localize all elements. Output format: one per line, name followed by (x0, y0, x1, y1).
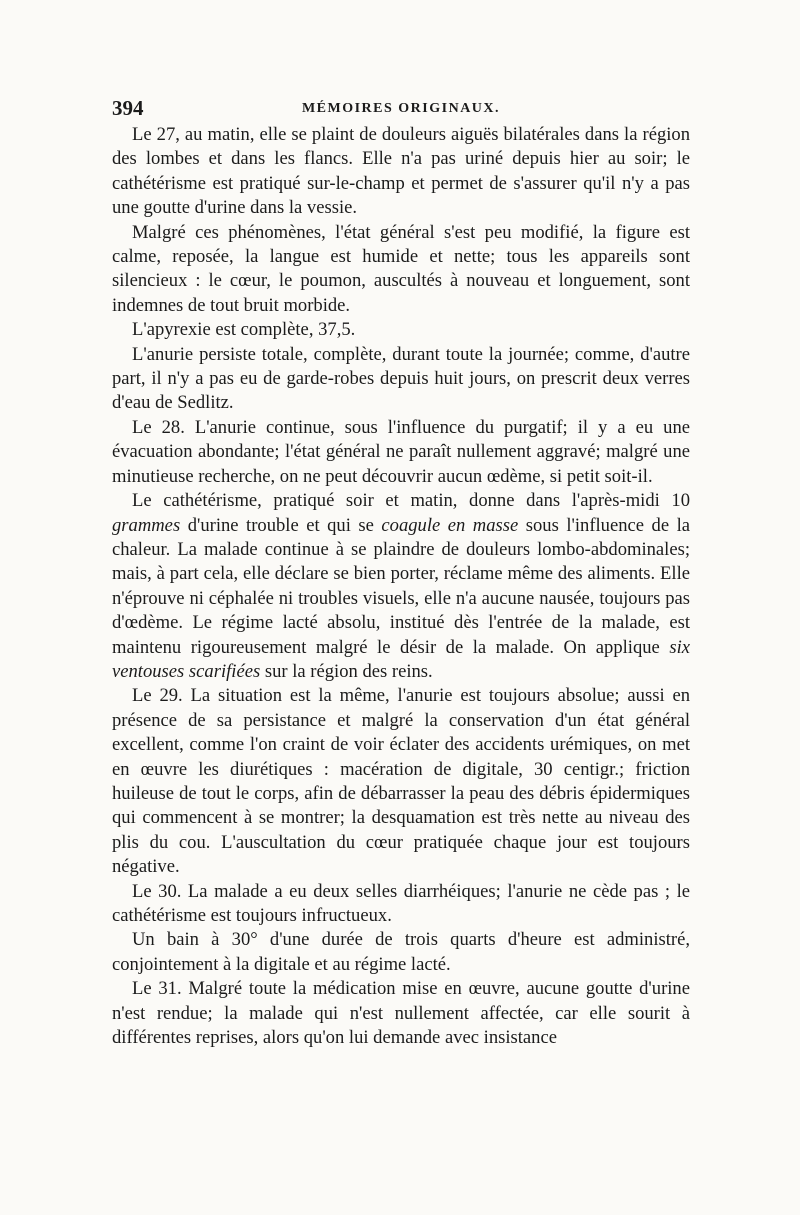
paragraph-apyrexie: L'apyrexie est complète, 37,5. (132, 319, 356, 341)
catheterisme-italic-coagule: coagule en masse (381, 514, 519, 536)
paragraph-anurie: L'anurie persiste totale, complète, durant toute la journée; comme, d'autre part, il n'y a pas eu de garde-robes depuis huit jours, on prescrit deux verres d'eau de Sedlitz. (112, 343, 690, 414)
paragraph-general-state: Malgré ces phénomènes, l'état général s'est peu modifié, la figure est calme, reposée, la langue est humide et nette; tous les appareils sont silencieux : le cœur, le poumon, auscultés à nouveau et longuement, sont indemnes de tout bruit morbide. (112, 221, 690, 316)
catheterisme-text-4: sur la région des reins. (260, 660, 433, 682)
body-text (112, 123, 690, 1050)
page-header (112, 96, 690, 120)
paragraph-catheterisme (112, 489, 690, 684)
paragraph-day-30: Le 30. La malade a eu deux selles diarrhéiques; l'anurie ne cède pas ; le cathétérisme est toujours infructueux. (112, 880, 690, 926)
catheterisme-text-1: Le cathétérisme, pratiqué soir et matin, donne dans l'après-midi 10 (132, 490, 690, 512)
paragraph-bain: Un bain à 30° d'une durée de trois quarts d'heure est administré, conjointement à la digitale et au régime lacté. (112, 929, 690, 975)
paragraph-day-31: Le 31. Malgré toute la médication mise en œuvre, aucune goutte d'urine n'est rendue; la malade qui n'est nullement affectée, car elle sourit à différentes reprises, alors qu'on lui demande avec insistance (112, 978, 690, 1049)
paragraph-day-29: Le 29. La situation est la même, l'anurie est toujours absolue; aussi en présence de sa persistance et malgré la conservation d'un état général excellent, comme l'on craint de voir éclater des accidents urémiques, on met en œuvre les diurétiques : macération de digitale, 30 centigr.; friction huileuse de tout le corps, afin de débarrasser la peau des débris épidermiques qui commencent à se montrer; la desquamation est très nette au niveau des plis du cou. L'auscultation du cœur pratiquée chaque jour est toujours négative. (112, 685, 690, 878)
catheterisme-italic-grammes: grammes (112, 514, 181, 536)
catheterisme-italic-ventouses: six ventouses scarifiées (112, 636, 690, 682)
page-number: 394 (112, 96, 144, 120)
running-title: MÉMOIRES ORIGINAUX. (301, 101, 501, 116)
catheterisme-text-2: d'urine trouble et qui se (180, 514, 382, 536)
paragraph-day-27: Le 27, au matin, elle se plaint de douleurs aiguës bilatérales dans la région des lombes et dans les flancs. Elle n'a pas uriné depuis hier au soir; le cathétérisme est pratiqué sur-le-champ et permet de s'assurer qu'il n'y a pas une goutte d'urine dans la vessie. (112, 124, 690, 219)
catheterisme-text-3: sous l'influence de la chaleur. La malade continue à se plaindre de douleurs lombo-abdominales; mais, à part cela, elle déclare se bien porter, réclame même des aliments. Elle n'éprouve ni céphalée ni troubles visuels, elle n'a aucune nausée, toujours pas d'œdème. Le régime lacté absolu, institué dès l'entrée de la malade, est maintenu rigoureusement malgré le désir de la malade. On applique (112, 514, 690, 658)
paragraph-day-28: Le 28. L'anurie continue, sous l'influence du purgatif; il y a eu une évacuation abondante; l'état général ne paraît nullement aggravé; malgré une minutieuse recherche, on ne peut découvrir aucun œdème, si petit soit-il. (112, 416, 690, 487)
